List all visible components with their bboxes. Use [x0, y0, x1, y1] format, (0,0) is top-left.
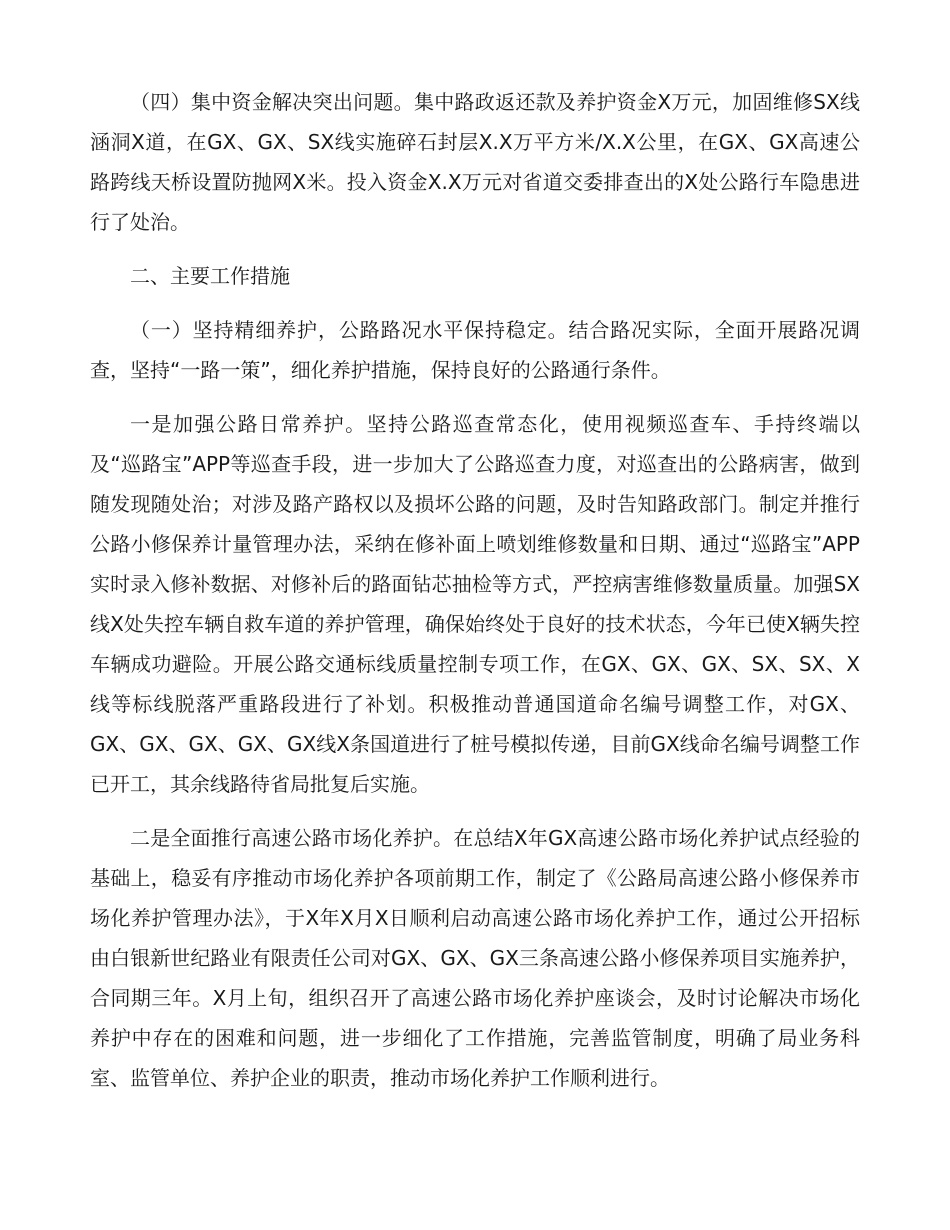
section-heading-main-measures: 二、主要工作措施	[130, 264, 290, 288]
paragraph-centralized-funding: （四）集中资金解决突出问题。集中路政返还款及养护资金X万元，加固维修SX线涵洞X道，在GX、GX、SX线实施碎石封层X.X万平方米/X.X公里，在GX、GX高速公路跨线天桥设置防抛网X米。投入资金X.X万元对省道交委排查出的X处公路行车隐患进行了处治。	[90, 90, 860, 234]
document-body	[90, 82, 860, 1098]
paragraph-daily-maintenance: 一是加强公路日常养护。坚持公路巡查常态化，使用视频巡查车、手持终端以及“巡路宝”APP等巡查手段，进一步加大了公路巡查力度，对巡查出的公路病害，做到随发现随处治；对涉及路产路权以及损坏公路的问题，及时告知路政部门。制定并推行公路小修保养计量管理办法，采纳在修补面上喷划维修数量和日期、通过“巡路宝”APP实时录入修补数据、对修补后的路面钻芯抽检等方式，严控病害维修数量质量。加强SX线X处失控车辆自救车道的养护管理，确保始终处于良好的技术状态，今年已使X辆失控车辆成功避险。开展公路交通标线质量控制专项工作，在GX、GX、GX、SX、SX、X线等标线脱落严重路段进行了补划。积极推动普通国道命名编号调整工作，对GX、GX、GX、GX、GX、GX线X条国道进行了桩号模拟传递，目前GX线命名编号调整工作已开工，其余线路待省局批复后实施。	[90, 412, 860, 796]
paragraph-refined-maintenance: （一）坚持精细养护，公路路况水平保持稳定。结合路况实际，全面开展路况调查，坚持“一路一策”，细化养护措施，保持良好的公路通行条件。	[90, 318, 860, 382]
paragraph-market-maintenance: 二是全面推行高速公路市场化养护。在总结X年GX高速公路市场化养护试点经验的基础上，稳妥有序推动市场化养护各项前期工作，制定了《公路局高速公路小修保养市场化养护管理办法》，于X年X月X日顺利启动高速公路市场化养护工作，通过公开招标由白银新世纪路业有限责任公司对GX、GX、GX三条高速公路小修保养项目实施养护，合同期三年。X月上旬，组织召开了高速公路市场化养护座谈会，及时讨论解决市场化养护中存在的困难和问题，进一步细化了工作措施，完善监管制度，明确了局业务科室、监管单位、养护企业的职责，推动市场化养护工作顺利进行。	[90, 826, 860, 1090]
